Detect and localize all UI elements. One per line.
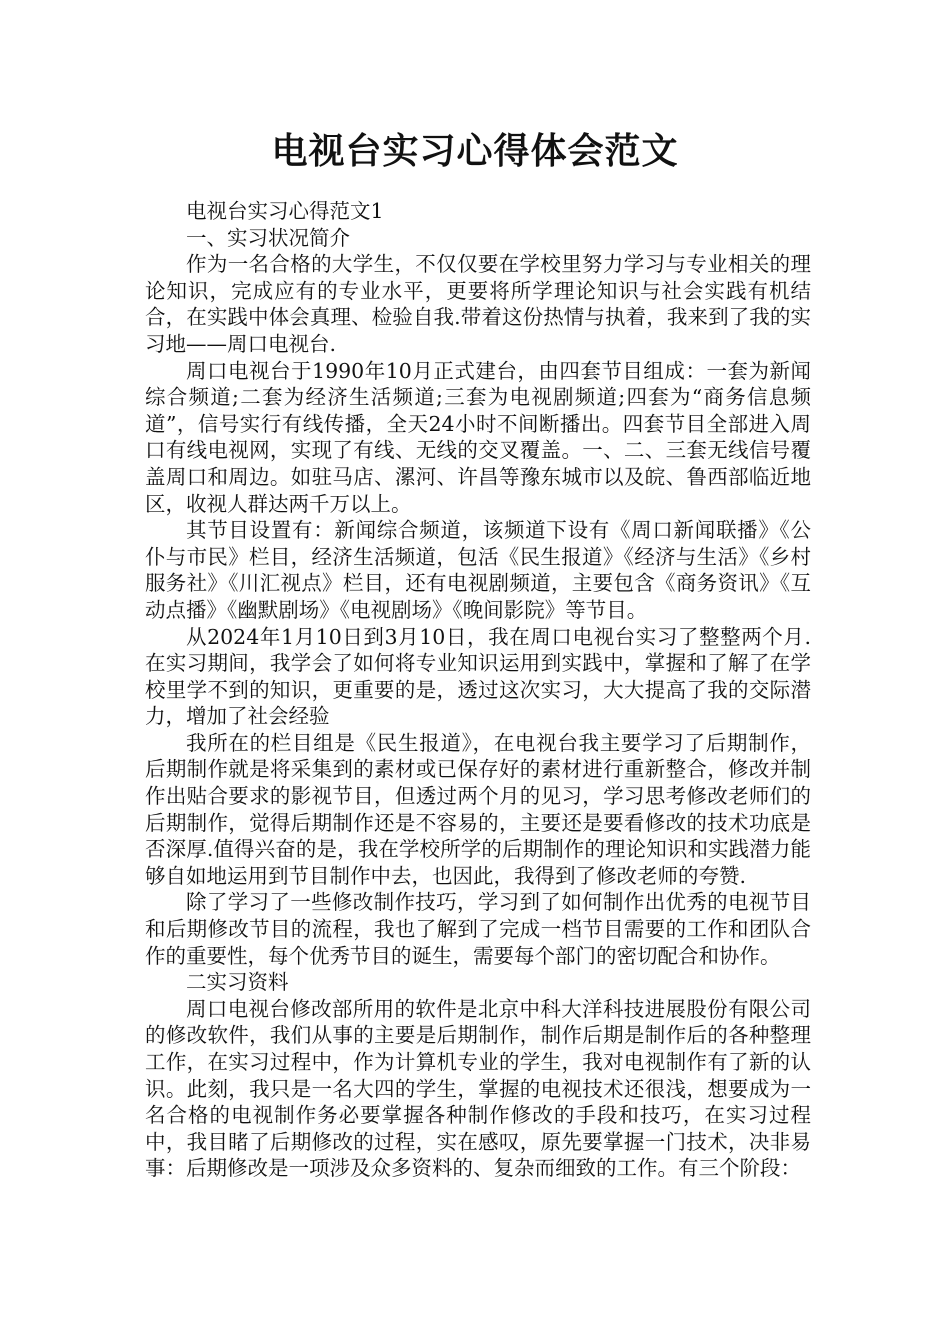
document-body — [145, 198, 811, 1182]
section-heading: 电视台实习心得范文1 — [186, 199, 384, 223]
body-paragraph: 作为一名合格的大学生，不仅仅要在学校里努力学习与专业相关的理论知识，完成应有的专业水平，更要将所学理论知识与社会实践有机结合，在实践中体会真理、检验自我.带着这份热情与执着，我来到了我的实习地——周口电视台. — [145, 252, 811, 356]
body-paragraph: 周口电视台于1990年10月正式建台，由四套节目组成：一套为新闻综合频道;二套为经济生活频道;三套为电视剧频道;四套为“商务信息频道”，信号实行有线传播，全天24小时不间断播出。四套节目全部进入周口有线电视网，实现了有线、无线的交叉覆盖。一、二、三套无线信号覆盖周口和周边。如驻马店、漯河、许昌等豫东城市以及皖、鲁西部临近地区，收视人群达两千万以上。 — [145, 358, 811, 516]
section-heading: 二实习资料 — [186, 970, 289, 995]
body-paragraph: 其节目设置有：新闻综合频道，该频道下设有《周口新闻联播》《公仆与市民》栏目，经济生活频道，包活《民生报道》《经济与生活》《乡村服务社》《川汇视点》栏目，还有电视剧频道，主要包含《商务资讯》《互动点播》《幽默剧场》《电视剧场》《晚间影院》等节目。 — [145, 518, 811, 622]
section-heading: 一、实习状况简介 — [186, 225, 350, 250]
body-paragraph: 从2024年1月10日到3月10日，我在周口电视台实习了整整两个月.在实习期间，我学会了如何将专业知识运用到实践中，掌握和了解了在学校里学不到的知识，更重要的是，透过这次实习，大大提高了我的交际潜力，增加了社会经验 — [145, 624, 811, 729]
document-title: 电视台实习心得体会范文 — [271, 131, 679, 172]
body-paragraph: 我所在的栏目组是《民生报道》，在电视台我主要学习了后期制作，后期制作就是将采集到的素材或已保存好的素材进行重新整合，修改并制作出贴合要求的影视节目，但透过两个月的见习，学习思考修改老师们的后期制作，觉得后期制作还是不容易的，主要还是要看修改的技术功底是否深厚.值得兴奋的是，我在学校所学的后期制作的理论知识和实践潜力能够自如地运用到节目制作中去，也因此，我得到了修改老师的夸赞. — [145, 730, 811, 888]
body-paragraph: 周口电视台修改部所用的软件是北京中科大洋科技进展股份有限公司的修改软件，我们从事的主要是后期制作，制作后期是制作后的各种整理工作，在实习过程中，作为计算机专业的学生，我对电视制作有了新的认识。此刻，我只是一名大四的学生，掌握的电视技术还很浅，想要成为一名合格的电视制作务必要掌握各种制作修改的手段和技巧，在实习过程中，我目睹了后期修改的过程，实在感叹，原先要掌握一门技术，决非易事：后期修改是一项涉及众多资料的、复杂而细致的工作。有三个阶段： — [145, 996, 811, 1181]
body-paragraph: 除了学习了一些修改制作技巧，学习到了如何制作出优秀的电视节目和后期修改节目的流程，我也了解到了完成一档节目需要的工作和团队合作的重要性，每个优秀节目的诞生，需要每个部门的密切配合和协作。 — [145, 890, 811, 968]
